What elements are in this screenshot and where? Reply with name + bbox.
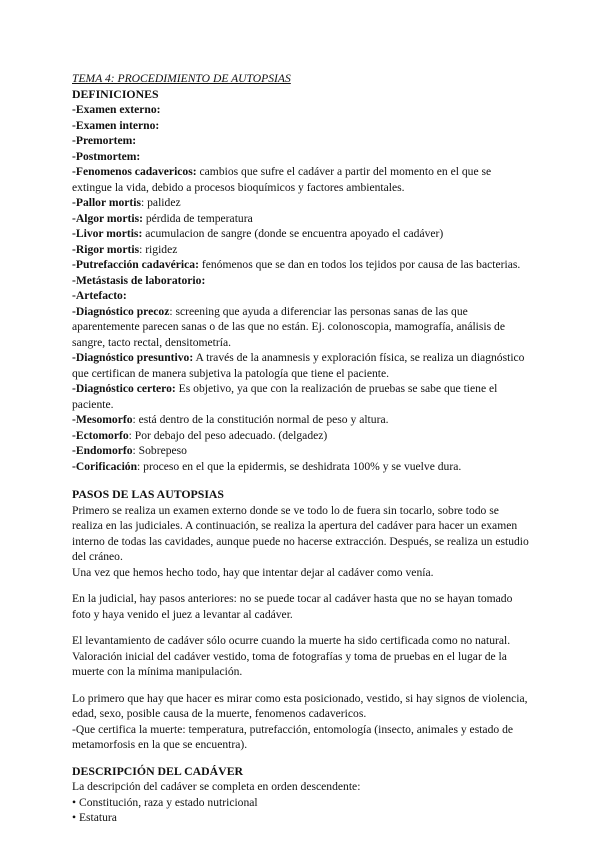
definition-text: cambios que sufre el cadáver a partir del momento en el que se extingue la vida, debido a procesos bioquímicos y factores ambientales.	[72, 165, 492, 194]
paragraph: La descripción del cadáver se completa en orden descendente:	[72, 780, 361, 793]
paragraph: Primero se realiza un examen externo donde se ve todo lo de fuera sin tocarlo, sobre todo se realiza en las judiciales. A continuación, se realiza la apertura del cadáver para hacer un examen interno de todas las cavidades, aunque puede no hacerse extracción. Después, se realiza un estudio del cráneo.	[72, 503, 529, 563]
definition-item	[72, 149, 532, 165]
definition-text: : Sobrepeso	[132, 444, 187, 457]
definition-text: : está dentro de la constitución normal de peso y altura.	[132, 413, 389, 426]
definition-item	[72, 443, 532, 459]
definition-item	[72, 118, 532, 134]
definition-term: -Examen externo:	[72, 103, 161, 116]
definition-item	[72, 164, 532, 195]
paragraph: El levantamiento de cadáver sólo ocurre cuando la muerte ha sido certificada como no natural.	[72, 634, 511, 647]
definition-text: pérdida de temperatura	[142, 211, 253, 225]
definition-item	[72, 195, 532, 211]
definition-text: acumulacion de sangre (donde se encuentra apoyado el cadáver)	[142, 227, 444, 240]
definition-text: A través de la anamnesis y exploración física, se realiza un diagnóstico que certifican de manera subjetiva la patología que tiene el paciente.	[72, 351, 525, 380]
definition-term: -Endomorfo	[72, 444, 133, 457]
definition-term: -Diagnóstico precoz	[72, 304, 170, 318]
bullet-item: • Constitución, raza y estado nutricional	[72, 795, 258, 809]
definition-item	[72, 459, 532, 475]
definition-term: -Diagnóstico presuntivo:	[72, 351, 194, 364]
section-heading-definiciones: DEFINICIONES	[72, 86, 159, 101]
section-heading-pasos: PASOS DE LAS AUTOPSIAS	[72, 487, 224, 501]
definition-item	[72, 428, 532, 444]
definition-item	[72, 350, 532, 381]
paragraph: -Que certifica la muerte: temperatura, putrefacción, entomología (insecto, animales y estado de metamorfosis en la que se encuentra).	[72, 722, 514, 751]
definition-item	[72, 412, 532, 428]
definition-text: Es objetivo, ya que con la realización de pruebas se sabe que tiene el paciente.	[72, 382, 498, 411]
definition-text: : proceso en el que la epidermis, se deshidrata 100% y se vuelve dura.	[137, 459, 462, 473]
definition-term: -Algor mortis:	[72, 211, 143, 225]
definition-item	[72, 226, 532, 242]
definition-item	[72, 304, 532, 351]
paragraph: Lo primero que hay que hacer es mirar como esta posicionado, vestido, si hay signos de violencia, edad, sexo, posible causa de la muerte, fenomenos cadavericos.	[72, 691, 528, 720]
definition-text: : screening que ayuda a diferenciar las personas sanas de las que aparentemente parecen sanas o de las que no están. Ej. colonoscopia, mamografía, análisis de sangre, tacto rectal, densitometría.	[72, 304, 505, 349]
definition-text: : Por debajo del peso adecuado. (delgadez)	[128, 428, 328, 442]
definition-term: -Pallor mortis	[72, 196, 142, 209]
definition-term: -Artefacto:	[72, 289, 127, 302]
definition-term: -Livor mortis:	[72, 227, 143, 240]
definition-term: -Putrefacción cadavérica:	[72, 258, 199, 271]
definition-term: -Premortem:	[72, 134, 137, 147]
definition-item	[72, 288, 532, 304]
definition-item	[72, 242, 532, 258]
definition-term: -Rigor mortis	[72, 242, 140, 256]
definition-item	[72, 211, 532, 227]
paragraph: Valoración inicial del cadáver vestido, toma de fotografías y toma de pruebas en el lugar de la muerte con la mínima manipulación.	[72, 649, 507, 678]
definition-item	[72, 381, 532, 412]
definition-item	[72, 133, 532, 149]
definition-item	[72, 257, 532, 273]
paragraph: Una vez que hemos hecho todo, hay que intentar dejar al cadáver como venía.	[72, 565, 434, 579]
definition-text: fenómenos que se dan en todos los tejidos por causa de las bacterias.	[198, 258, 521, 271]
definition-text: : rigidez	[139, 242, 178, 256]
definition-term: -Corificación	[72, 459, 138, 473]
definition-item	[72, 102, 532, 118]
definition-term: -Diagnóstico certero:	[72, 382, 176, 395]
definition-term: -Postmortem:	[72, 149, 141, 163]
definition-term: -Metástasis de laboratorio:	[72, 273, 206, 287]
definition-text: : palidez	[141, 196, 181, 209]
definitions-list	[72, 102, 532, 474]
document-title: TEMA 4: PROCEDIMIENTO DE AUTOPSIAS	[72, 72, 291, 85]
definition-term: -Examen interno:	[72, 118, 160, 132]
paragraph: En la judicial, hay pasos anteriores: no se puede tocar al cadáver hasta que no se hayan tomado foto y haya venido el juez a levantar al cadáver.	[72, 592, 513, 621]
definition-item	[72, 273, 532, 289]
definition-term: -Fenomenos cadavericos:	[72, 165, 197, 178]
definition-term: -Ectomorfo	[72, 428, 129, 442]
document-page	[72, 71, 532, 826]
section-heading-descripcion: DESCRIPCIÓN DEL CADÁVER	[72, 763, 244, 778]
bullet-item: • Estatura	[72, 811, 117, 824]
definition-term: -Mesomorfo	[72, 413, 133, 426]
